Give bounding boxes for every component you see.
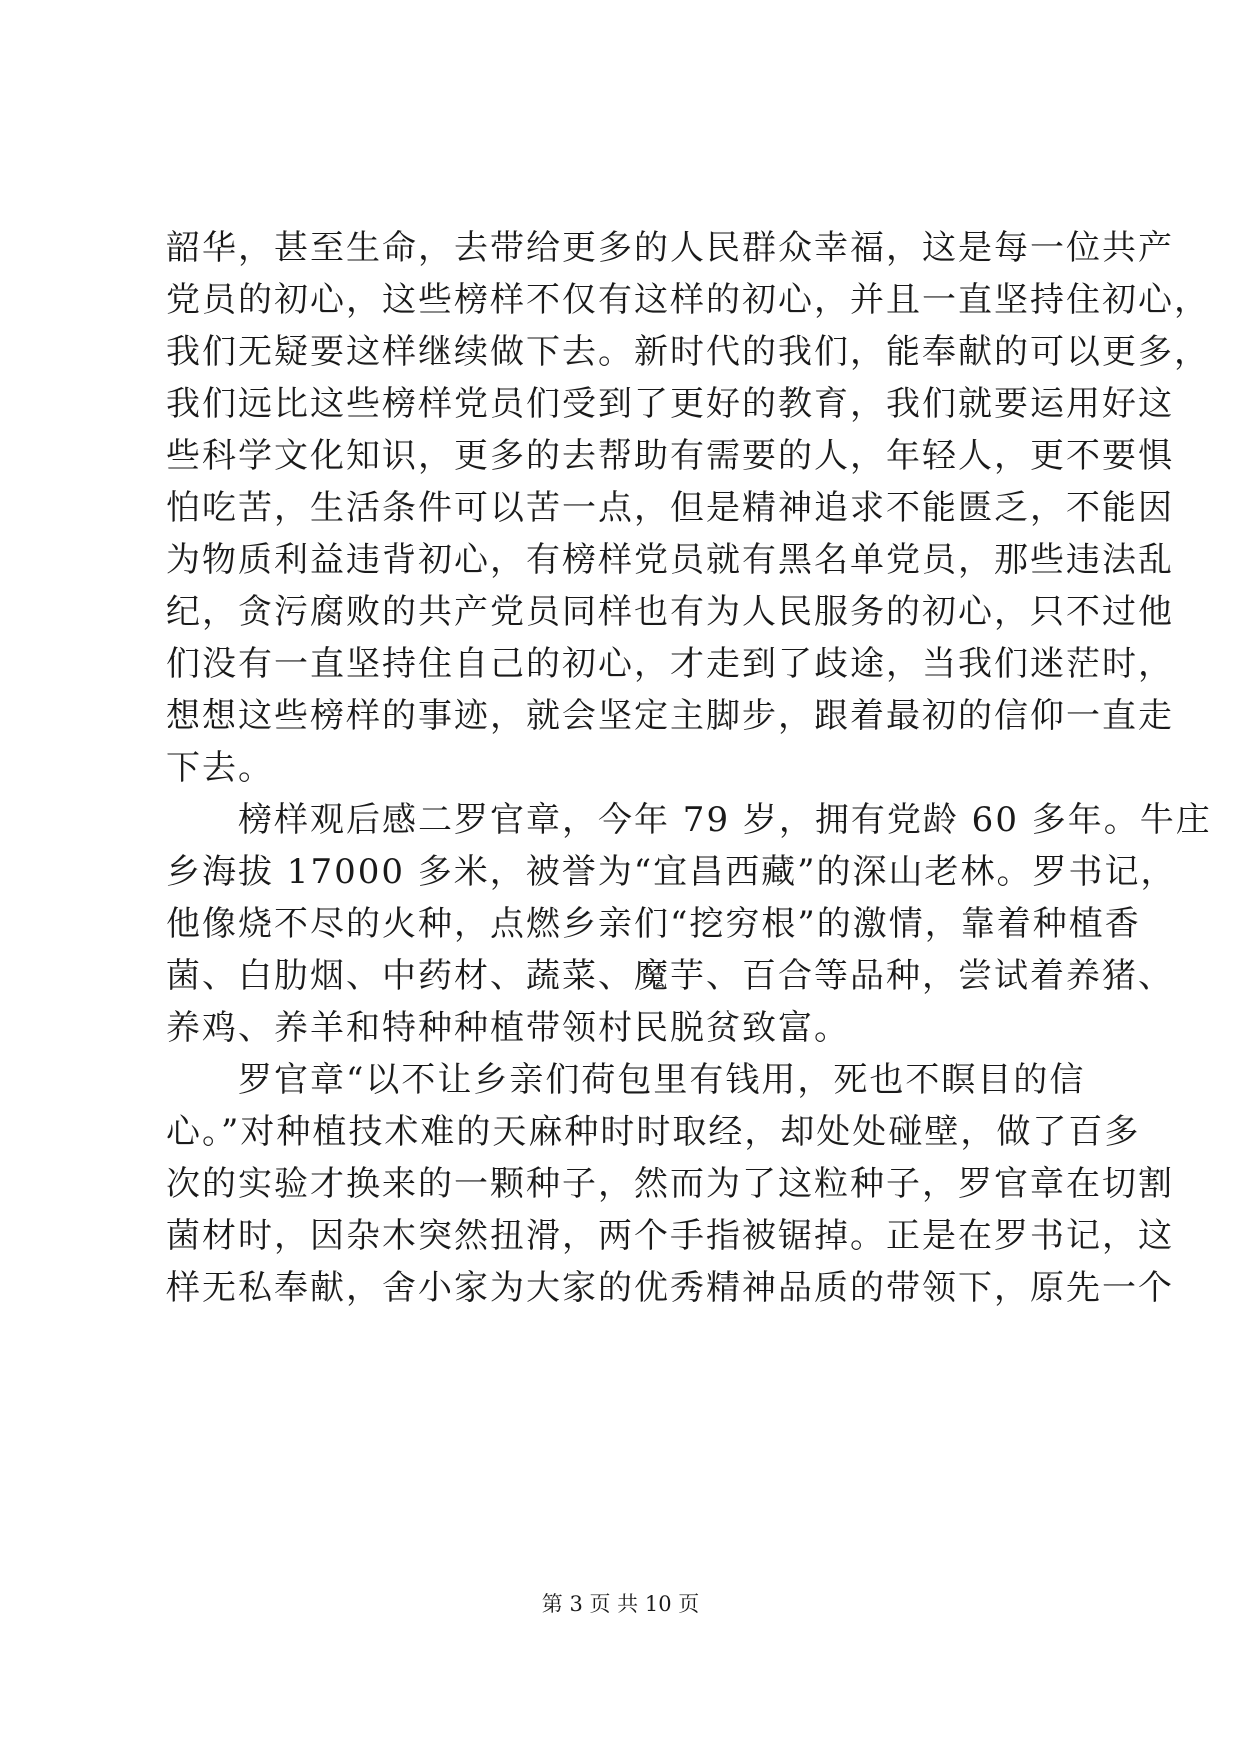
- text-line-last: 养鸡、养羊和特种种植带领村民脱贫致富。: [166, 1008, 850, 1048]
- text-line: 样无私奉献，舍小家为大家的优秀精神品质的带领下，原先一个: [166, 1268, 1174, 1308]
- text-line-first: 罗官章“以不让乡亲们荷包里有钱用，死也不瞑目的信: [166, 1060, 1086, 1100]
- text-line: 我们远比这些榜样党员们受到了更好的教育，我们就要运用好这: [166, 384, 1174, 424]
- text-line-last: 下去。: [166, 748, 274, 788]
- text-line: 乡海拔 17000 多米，被誉为“宜昌西藏”的深山老林。罗书记，: [166, 852, 1177, 892]
- text-line: 些科学文化知识，更多的去帮助有需要的人，年轻人，更不要惧: [166, 436, 1174, 476]
- paragraph-2: [166, 794, 1212, 1054]
- text-line: 韶华，甚至生命，去带给更多的人民群众幸福，这是每一位共产: [166, 228, 1174, 268]
- document-body: [166, 222, 1212, 1314]
- text-line: 次的实验才换来的一颗种子，然而为了这粒种子，罗官章在切割: [166, 1164, 1174, 1204]
- page-number-footer: 第 3 页 共 10 页: [541, 1592, 700, 1616]
- text-line: 怕吃苦，生活条件可以苦一点，但是精神追求不能匮乏，不能因: [166, 488, 1174, 528]
- text-line: 我们无疑要这样继续做下去。新时代的我们，能奉献的可以更多，: [166, 332, 1210, 372]
- text-line: 们没有一直坚持住自己的初心，才走到了歧途，当我们迷茫时，: [166, 644, 1174, 684]
- text-line: 党员的初心，这些榜样不仅有这样的初心，并且一直坚持住初心，: [166, 280, 1210, 320]
- text-line: 为物质利益违背初心，有榜样党员就有黑名单党员，那些违法乱: [166, 540, 1174, 580]
- paragraph-3: [166, 1054, 1174, 1314]
- text-line: 菌材时，因杂木突然扭滑，两个手指被锯掉。正是在罗书记，这: [166, 1216, 1174, 1256]
- paragraph-1: [166, 222, 1210, 794]
- text-line: 菌、白肋烟、中药材、蔬菜、魔芋、百合等品种，尝试着养猪、: [166, 956, 1174, 996]
- text-line: 纪，贪污腐败的共产党员同样也有为人民服务的初心，只不过他: [166, 592, 1174, 632]
- text-line-first: 榜样观后感二罗官章，今年 79 岁，拥有党龄 60 多年。牛庄: [166, 800, 1212, 840]
- text-line: 想想这些榜样的事迹，就会坚定主脚步，跟着最初的信仰一直走: [166, 696, 1174, 736]
- text-line: 心。”对种植技术难的天麻种时时取经，却处处碰壁，做了百多: [166, 1112, 1141, 1152]
- text-line: 他像烧不尽的火种，点燃乡亲们“挖穷根”的激情，靠着种植香: [166, 904, 1141, 944]
